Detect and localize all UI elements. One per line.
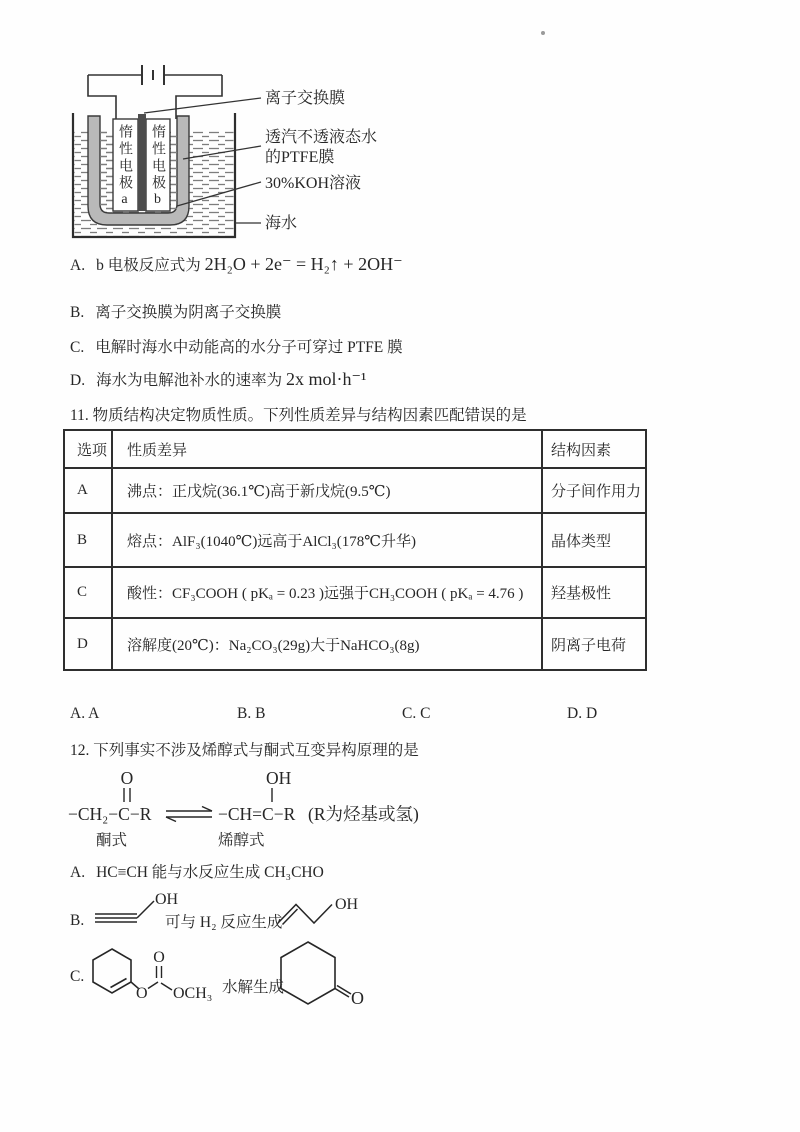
ester-o-label: O: [136, 985, 148, 1002]
cell-difference: 酸性：CF₃COOH ( pKₐ = 0.23 )远强于CH₃COOH ( pKₐ = 4.76 ): [112, 567, 542, 618]
option-letter: A.: [70, 257, 86, 274]
q11-title: 11. 物质结构决定物质性质。下列性质差异与结构因素匹配错误的是: [70, 407, 527, 424]
equilibrium-arrows: [166, 807, 212, 822]
option-text: 电解时海水中动能高的水分子可穿过 PTFE 膜: [95, 339, 403, 356]
cell-option: A: [64, 468, 112, 513]
enol-oh: OH: [266, 768, 292, 788]
cell-option: B: [64, 513, 112, 567]
header-option: 选项: [64, 430, 112, 468]
option-text: 离子交换膜为阴离子交换膜: [95, 304, 282, 321]
q11-table: [63, 429, 647, 671]
answer-c: C. C: [402, 705, 431, 722]
option-text: 可与 H₂ 反应生成: [165, 914, 283, 931]
q10-option-a: [70, 253, 403, 275]
ketone-o-label: O: [351, 988, 364, 1008]
cell-option: D: [64, 618, 112, 670]
option-letter: C.: [70, 339, 85, 356]
ion-membrane-label: 离子交换膜: [265, 90, 346, 107]
enol-formula: −CH=C−R: [218, 804, 296, 824]
answer-b: B. B: [237, 705, 266, 722]
cell-factor: 羟基极性: [542, 567, 646, 618]
ion-exchange-membrane: [138, 114, 146, 211]
table-header-row: [64, 430, 646, 468]
table-row: [64, 618, 646, 670]
cyclohexanone-ring: [281, 942, 351, 1004]
cell-difference: 熔点：AlF₃(1040℃)远高于AlCl₃(178℃升华): [112, 513, 542, 567]
electrode-b-label: 惰性电极b: [150, 124, 165, 210]
ptfe-label-line1: 透汽不透液态水: [265, 129, 378, 146]
q10-option-c: [70, 335, 403, 357]
option-letter: C.: [70, 968, 85, 985]
keto-formula: −CH₂−C−R: [68, 804, 152, 824]
option-letter: B.: [70, 912, 85, 929]
allyl-alcohol-structure: [275, 884, 365, 932]
battery-symbol: [142, 65, 164, 85]
circuit-wires: [88, 75, 222, 119]
option-text: b 电极反应式为: [96, 257, 201, 274]
keto-enol-equation: [66, 768, 446, 852]
electrolysis-diagram: [65, 58, 485, 248]
hydroxyl-label: OH: [335, 896, 359, 913]
q10-option-b: [70, 300, 281, 322]
enol-name: 烯醇式: [218, 832, 265, 849]
keto-enol-equation-drawing: [66, 768, 446, 852]
cell-factor: 分子间作用力: [542, 468, 646, 513]
option-text: 海水为电解池补水的速率为: [96, 372, 283, 389]
carbonate-hydrolysis-structures: [88, 932, 398, 1020]
cell-factor: 晶体类型: [542, 513, 646, 567]
answer-d: D. D: [567, 705, 598, 722]
table-row: [64, 468, 646, 513]
option-formula: 2x mol·h⁻¹: [285, 369, 367, 389]
cell-option: C: [64, 567, 112, 618]
option-letter: A.: [70, 864, 86, 881]
q11-answer-row: [0, 705, 800, 729]
option-letter: B.: [70, 304, 85, 321]
q12-option-a: [70, 860, 324, 882]
answer-a: A. A: [70, 705, 100, 722]
q10-option-d: [70, 368, 366, 390]
option-text: 水解生成: [222, 979, 285, 996]
hydroxyl-label: OH: [155, 891, 179, 908]
electrode-a-label: 惰性电极a: [117, 124, 132, 210]
scan-artifact-dot: [541, 31, 545, 35]
seawater-label: 海水: [265, 215, 298, 232]
q12-option-b: [70, 884, 490, 934]
option-text: HC≡CH 能与水反应生成 CH₃CHO: [96, 864, 324, 881]
option-formula: 2H₂O + 2e⁻ = H₂↑ + 2OH⁻: [204, 254, 403, 274]
ptfe-label-line2: 的PTFE膜: [265, 149, 335, 166]
methoxy-label: OCH₃: [173, 985, 213, 1002]
cell-difference: 溶解度(20℃)：Na₂CO₃(29g)大于NaHCO₃(8g): [112, 618, 542, 670]
carbonyl-o: O: [120, 768, 134, 788]
koh-label: 30%KOH溶液: [265, 175, 361, 192]
table-row: [64, 513, 646, 567]
option-letter: D.: [70, 372, 86, 389]
keto-name: 酮式: [96, 832, 128, 849]
q12-title: 12. 下列事实不涉及烯醇式与酮式互变异构原理的是: [70, 742, 419, 759]
header-difference: 性质差异: [112, 430, 542, 468]
carbonyl-o-label: O: [153, 949, 165, 966]
q12-option-c: [70, 932, 500, 1022]
table-row: [64, 567, 646, 618]
cell-difference: 沸点：正戊烷(36.1℃)高于新戊烷(9.5℃): [112, 468, 542, 513]
r-note: (R为烃基或氢): [308, 804, 419, 824]
header-factor: 结构因素: [542, 430, 646, 468]
cell-factor: 阴离子电荷: [542, 618, 646, 670]
cyclohexene-ring: [93, 949, 131, 993]
